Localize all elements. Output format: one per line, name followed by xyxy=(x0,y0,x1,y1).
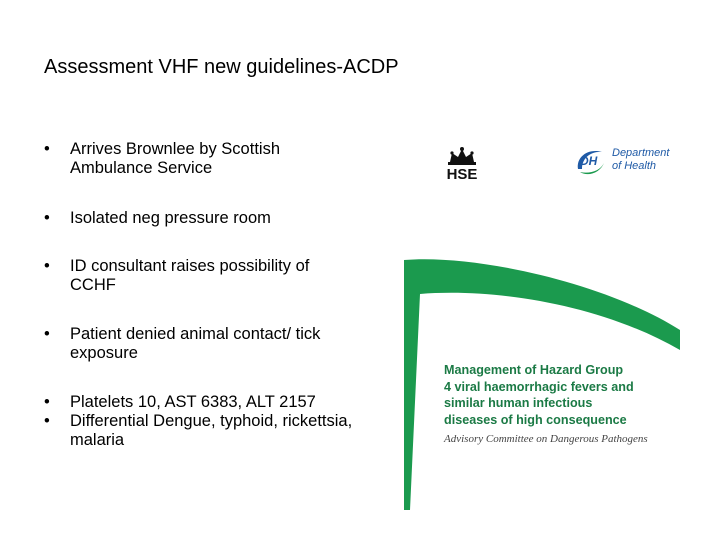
bullet-text-line: Platelets 10, AST 6383, ALT 2157 xyxy=(70,393,316,411)
document-title-line: diseases of high consequence xyxy=(444,412,627,427)
bullet-marker: • xyxy=(44,412,50,430)
bullet-text-line: Arrives Brownlee by Scottish xyxy=(70,140,280,158)
bullet-marker: • xyxy=(44,393,50,411)
dh-logo xyxy=(574,145,694,179)
hse-logo-text: HSE xyxy=(446,166,478,183)
document-subtitle: Advisory Committee on Dangerous Pathogens xyxy=(444,433,648,445)
bullet-item xyxy=(44,140,394,178)
document-title-line: similar human infectious xyxy=(444,396,593,410)
guidelines-document-cover xyxy=(404,242,680,512)
dh-logo-name-line: of Health xyxy=(612,160,657,172)
bullet-text-line: Differential Dengue, typhoid, rickettsia, xyxy=(70,412,353,430)
bullet-text-line: CCHF xyxy=(70,276,116,294)
bullet-item xyxy=(44,325,394,363)
bullet-text-line: Isolated neg pressure room xyxy=(70,209,271,227)
bullet-item xyxy=(44,393,394,412)
hse-logo xyxy=(442,146,482,184)
bullet-text-line: Patient denied animal contact/ tick xyxy=(70,325,321,343)
bullet-item xyxy=(44,412,394,450)
dh-logo-name xyxy=(612,147,692,173)
document-title xyxy=(444,362,684,428)
bullet-item xyxy=(44,257,394,295)
bullet-marker: • xyxy=(44,325,50,343)
bullet-text-line: Ambulance Service xyxy=(70,159,213,177)
slide-title: Assessment VHF new guidelines-ACDP xyxy=(44,56,399,78)
bullet-text-line: exposure xyxy=(70,344,138,362)
bullet-marker: • xyxy=(44,140,50,158)
bullet-text-line: ID consultant raises possibility of xyxy=(70,257,310,275)
hse-crown-icon xyxy=(442,146,482,166)
bullet-item xyxy=(44,209,394,228)
bullet-text-line: malaria xyxy=(70,431,125,449)
bullet-marker: • xyxy=(44,209,50,227)
dh-logo-name-line: Department xyxy=(612,147,670,159)
bullet-marker: • xyxy=(44,257,50,275)
document-title-line: Management of Hazard Group xyxy=(444,363,624,377)
document-title-line: 4 viral haemorrhagic fevers and xyxy=(444,379,634,394)
dh-logo-letters: DH xyxy=(580,154,598,168)
